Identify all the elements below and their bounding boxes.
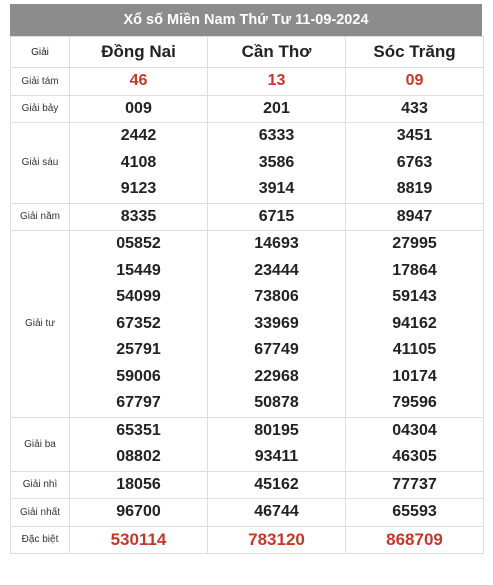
prize-number: 18056 <box>116 475 161 493</box>
prize-cell <box>208 231 346 418</box>
prize-cell <box>208 68 346 96</box>
prize-number: 08802 <box>116 448 161 465</box>
prize-row <box>11 526 484 554</box>
prize-label: Đặc biệt <box>11 526 70 554</box>
prize-cell <box>346 231 484 418</box>
results-table <box>10 36 484 554</box>
province-header: Sóc Trăng <box>346 37 484 68</box>
prize-label: Giải bảy <box>11 95 70 123</box>
prize-cell <box>346 526 484 554</box>
prize-number: 80195 <box>254 421 299 439</box>
prize-number: 4108 <box>120 153 157 171</box>
prize-number: 6715 <box>258 207 295 225</box>
prize-number: 46 <box>129 72 148 89</box>
prize-number: 05852 <box>116 235 161 252</box>
prize-cell <box>70 203 208 231</box>
prize-row <box>11 417 484 471</box>
prize-row <box>11 68 484 96</box>
prize-row <box>11 499 484 527</box>
prize-number: 73806 <box>254 288 299 305</box>
prize-cell <box>208 471 346 499</box>
page-title: Xổ số Miền Nam Thứ Tư 11-09-2024 <box>10 4 482 36</box>
prize-number: 9123 <box>120 180 157 197</box>
prize-cell <box>70 526 208 554</box>
prize-column-header: Giải <box>11 37 70 68</box>
prize-number: 868709 <box>386 529 443 549</box>
prize-number: 8947 <box>396 207 433 225</box>
prize-cell <box>346 68 484 96</box>
prize-cell <box>70 123 208 204</box>
prize-number: 25791 <box>116 341 161 358</box>
prize-number: 59006 <box>116 367 161 385</box>
prize-cell <box>70 417 208 471</box>
prize-number: 46744 <box>254 503 299 520</box>
prize-number: 201 <box>263 99 290 117</box>
prize-cell <box>346 417 484 471</box>
prize-row <box>11 203 484 231</box>
province-header: Đồng Nai <box>70 37 208 68</box>
prize-number: 93411 <box>254 448 299 465</box>
prize-cell <box>346 203 484 231</box>
prize-row <box>11 471 484 499</box>
province-header: Cần Thơ <box>208 37 346 68</box>
prize-cell <box>346 499 484 527</box>
prize-number: 50878 <box>254 394 299 411</box>
prize-cell <box>70 68 208 96</box>
prize-number: 22968 <box>254 367 299 385</box>
prize-cell <box>208 526 346 554</box>
prize-number: 10174 <box>392 367 437 385</box>
results-container <box>10 4 482 554</box>
prize-cell <box>70 499 208 527</box>
prize-number: 41105 <box>392 341 437 358</box>
prize-label: Giải sáu <box>11 123 70 204</box>
prize-number: 54099 <box>116 288 161 305</box>
prize-cell <box>346 123 484 204</box>
prize-number: 8335 <box>120 207 157 225</box>
prize-row <box>11 95 484 123</box>
prize-number: 23444 <box>254 261 299 279</box>
prize-number: 530114 <box>110 529 167 549</box>
prize-number: 13 <box>267 72 286 89</box>
prize-number: 17864 <box>392 261 437 279</box>
prize-cell <box>208 95 346 123</box>
prize-number: 6763 <box>396 153 433 171</box>
prize-number: 33969 <box>254 314 299 332</box>
header-row <box>11 37 484 68</box>
prize-number: 46305 <box>392 448 437 465</box>
prize-label: Giải tư <box>11 231 70 418</box>
prize-number: 96700 <box>116 503 161 520</box>
prize-cell <box>208 417 346 471</box>
prize-number: 433 <box>401 99 428 117</box>
prize-number: 67797 <box>116 394 161 411</box>
prize-number: 783120 <box>248 529 305 549</box>
prize-cell <box>346 95 484 123</box>
prize-number: 009 <box>125 99 152 117</box>
prize-number: 09 <box>405 72 424 89</box>
prize-row <box>11 123 484 204</box>
prize-cell <box>70 471 208 499</box>
prize-label: Giải ba <box>11 417 70 471</box>
prize-label: Giải nhất <box>11 499 70 527</box>
prize-number: 67352 <box>116 314 161 332</box>
prize-number: 6333 <box>258 127 295 144</box>
prize-number: 77737 <box>392 475 437 493</box>
prize-number: 14693 <box>254 235 299 252</box>
prize-number: 3586 <box>258 153 295 171</box>
prize-number: 27995 <box>392 235 437 252</box>
prize-number: 3451 <box>396 127 433 144</box>
prize-label: Giải nhì <box>11 471 70 499</box>
prize-number: 94162 <box>392 314 437 332</box>
prize-number: 8819 <box>396 180 433 197</box>
prize-number: 15449 <box>116 261 161 279</box>
prize-cell <box>208 203 346 231</box>
prize-number: 04304 <box>392 421 437 439</box>
prize-label: Giải tám <box>11 68 70 96</box>
prize-cell <box>346 471 484 499</box>
prize-cell <box>208 499 346 527</box>
prize-number: 3914 <box>258 180 295 197</box>
prize-number: 79596 <box>392 394 437 411</box>
prize-cell <box>208 123 346 204</box>
prize-number: 59143 <box>392 288 437 305</box>
prize-number: 65351 <box>116 421 161 439</box>
prize-number: 2442 <box>120 127 157 144</box>
prize-cell <box>70 95 208 123</box>
prize-number: 65593 <box>392 503 437 520</box>
prize-row <box>11 231 484 418</box>
prize-number: 67749 <box>254 341 299 358</box>
prize-cell <box>70 231 208 418</box>
prize-label: Giải năm <box>11 203 70 231</box>
prize-number: 45162 <box>254 475 299 493</box>
